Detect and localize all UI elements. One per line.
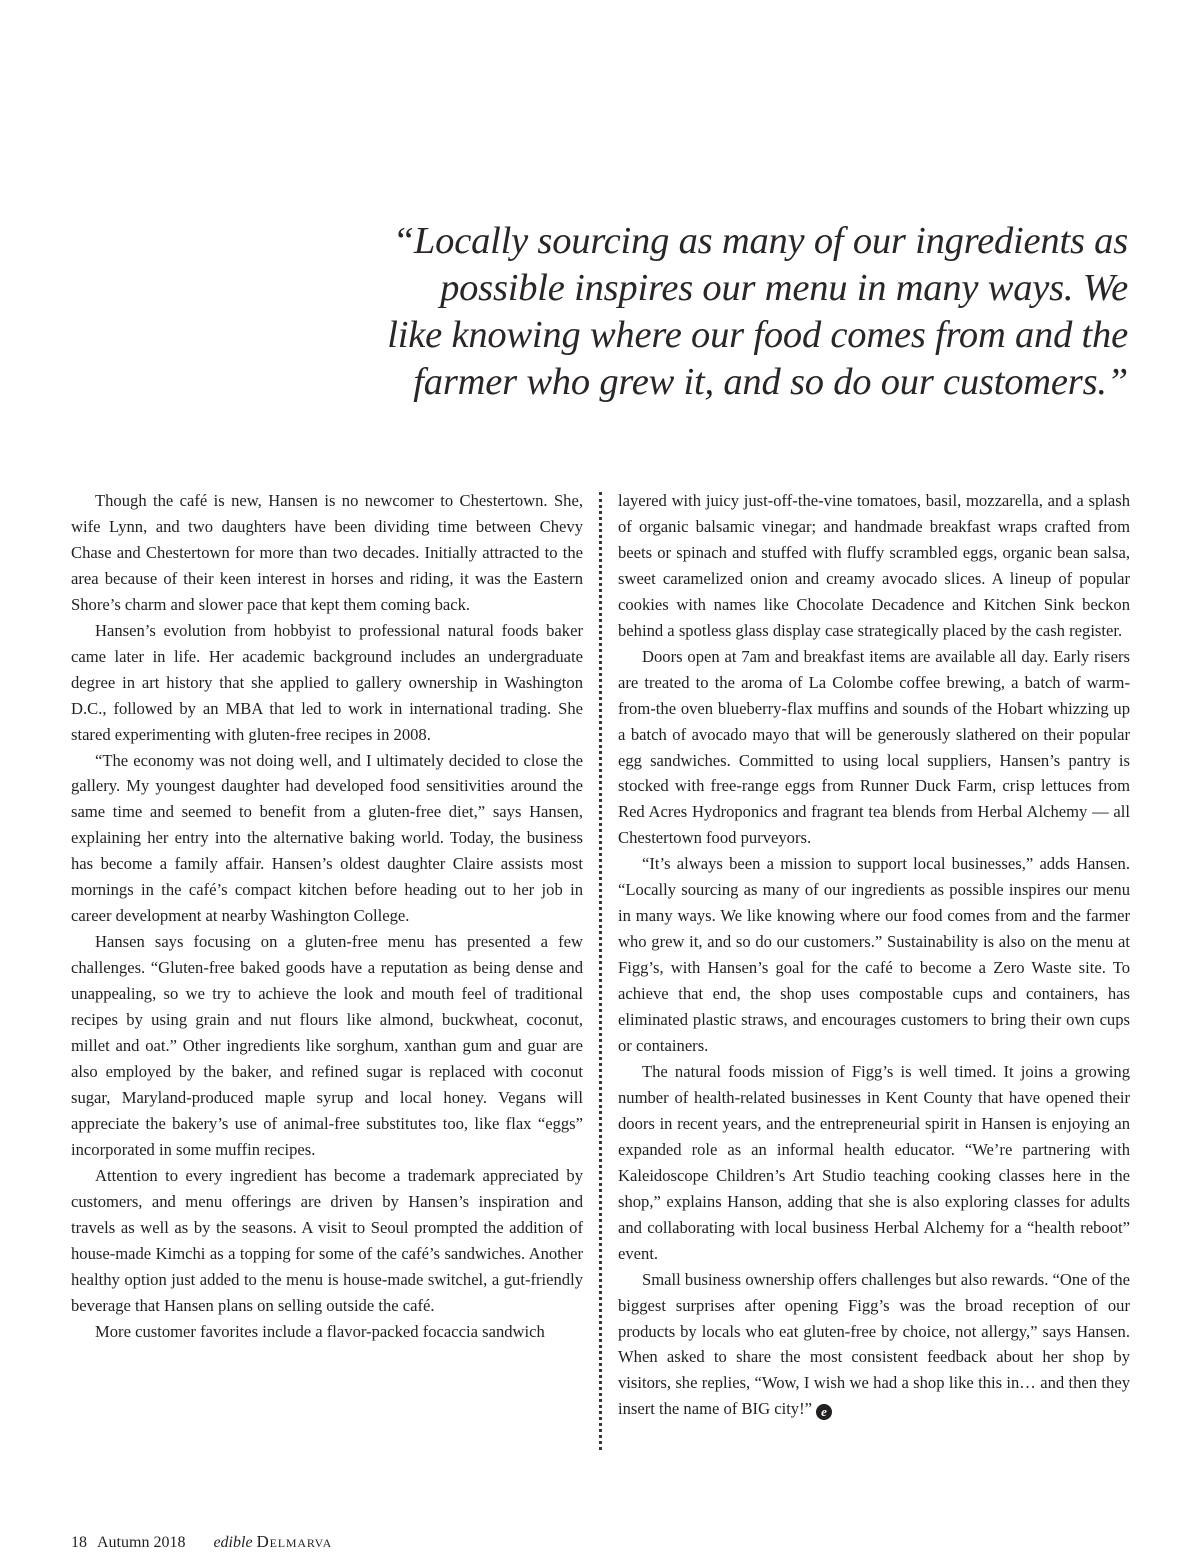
brand-edible: edible — [213, 1534, 253, 1551]
article-column-left — [71, 488, 583, 1344]
paragraph: The natural foods mission of Figg’s is well timed. It joins a growing number of health-related businesses in Kent County that have opened their doors in recent years, and the entrepreneurial spirit in Hansen is enjoying an expanded role as an informal health educator. “We’re partnering with Kaleidoscope Children’s Art Studio teaching cooking classes here in the shop,” explains Hanson, adding that she is also exploring classes for adults and collaborating with local business Herbal Alchemy for a “health reboot” event. — [618, 1061, 1130, 1263]
edible-end-icon: e — [816, 1404, 832, 1420]
paragraph: layered with juicy just-off-the-vine tomatoes, basil, mozzarella, and a splash of organic balsamic vinegar; and handmade breakfast wraps crafted from beets or spinach and stuffed with fluffy scrambled eggs, organic bean salsa, sweet caramelized onion and creamy avocado slices. A lineup of popular cookies with names like Chocolate Decadence and Kitchen Sink beckon behind a spotless glass display case strategically placed by the cash register. — [618, 491, 1130, 640]
paragraph: Though the café is new, Hansen is no newcomer to Chestertown. She, wife Lynn, and two daughters have been dividing time between Chevy Chase and Chestertown for more than two decades. Initially attracted to the area because of their keen interest in horses and riding, it was the Eastern Shore’s charm and slower pace that kept them coming back. — [71, 491, 583, 614]
paragraph: Hansen says focusing on a gluten-free menu has presented a few challenges. “Gluten-free baked goods have a reputation as being dense and unappealing, so we try to achieve the look and mouth feel of traditional recipes by using grain and nut flours like almond, buckwheat, coconut, millet and oat.” Other ingredients like sorghum, xanthan gum and guar are also employed by the baker, and refined sugar is replaced with coconut sugar, Maryland-produced maple syrup and local honey. Vegans will appreciate the bakery’s use of animal-free substitutes too, like flax “eggs” incorporated in some muffin recipes. — [71, 932, 583, 1159]
page-footer — [71, 1532, 332, 1552]
page-number: 18 — [71, 1534, 87, 1551]
paragraph: “It’s always been a mission to support local businesses,” adds Hansen. “Locally sourcing as many of our ingredients as possible inspires our menu in many ways. We like knowing where our food comes from and the farmer who grew it, and so do our customers.” Sustainability is also on the menu at Figg’s, with Hansen’s goal for the café to become a Zero Waste site. To achieve that end, the shop uses compostable cups and containers, has eliminated plastic straws, and encourages customers to bring their own cups or containers. — [618, 854, 1130, 1056]
article-column-right — [618, 488, 1130, 1422]
pull-quote: “Locally sourcing as many of our ingredients as possible inspires our menu in many ways. We like knowing where our food comes from and the farmer who grew it, and so do our customers.” — [387, 220, 1128, 403]
paragraph-final — [618, 1267, 1130, 1423]
paragraph: “The economy was not doing well, and I ultimately decided to close the gallery. My youngest daughter had developed food sensitivities around the same time and seemed to benefit from a gluten-free diet,” says Hansen, explaining her entry into the alternative baking world. Today, the business has become a family affair. Hansen’s oldest daughter Claire assists most mornings in the café’s compact kitchen before heading out to her job in career development at nearby Washington College. — [71, 750, 583, 926]
issue-label: Autumn 2018 — [97, 1534, 186, 1551]
paragraph: Hansen’s evolution from hobbyist to professional natural foods baker came later in life. Her academic background includes an undergraduate degree in art history that she applied to gallery ownership in Washington D.C., followed by an MBA that led to work in international trading. She stared experimenting with gluten-free recipes in 2008. — [71, 620, 583, 744]
brand-name: Delmarva — [256, 1532, 333, 1551]
paragraph-final-text: Small business ownership offers challenges but also rewards. “One of the biggest surprises after opening Figg’s was the broad reception of our products by locals who eat gluten-free by choice, not allergy,” says Hansen. When asked to share the most consistent feedback about her shop by visitors, she replies, “Wow, I wish we had a shop like this in… and then they insert the name of BIG city!” — [618, 1269, 1130, 1419]
column-divider — [599, 492, 602, 1450]
paragraph: Attention to every ingredient has become a trademark appreciated by customers, and menu offerings are driven by Hansen’s inspiration and travels as well as by the seasons. A visit to Seoul prompted the addition of house-made Kimchi as a topping for some of the café’s sandwiches. Another healthy option just added to the menu is house-made switchel, a gut-friendly beverage that Hansen plans on selling outside the café. — [71, 1165, 583, 1315]
paragraph: More customer favorites include a flavor-packed focaccia sandwich — [95, 1321, 545, 1341]
paragraph: Doors open at 7am and breakfast items are available all day. Early risers are treated to the aroma of La Colombe coffee brewing, a batch of warm-from-the oven blueberry-flax muffins and sounds of the Hobart whizzing up a batch of avocado mayo that will be generously slathered on their popular egg sandwiches. Committed to using local suppliers, Hansen’s pantry is stocked with free-range eggs from Runner Duck Farm, crisp lettuces from Red Acres Hydroponics and fragrant tea blends from Herbal Alchemy — all Chestertown food purveyors. — [618, 646, 1130, 848]
